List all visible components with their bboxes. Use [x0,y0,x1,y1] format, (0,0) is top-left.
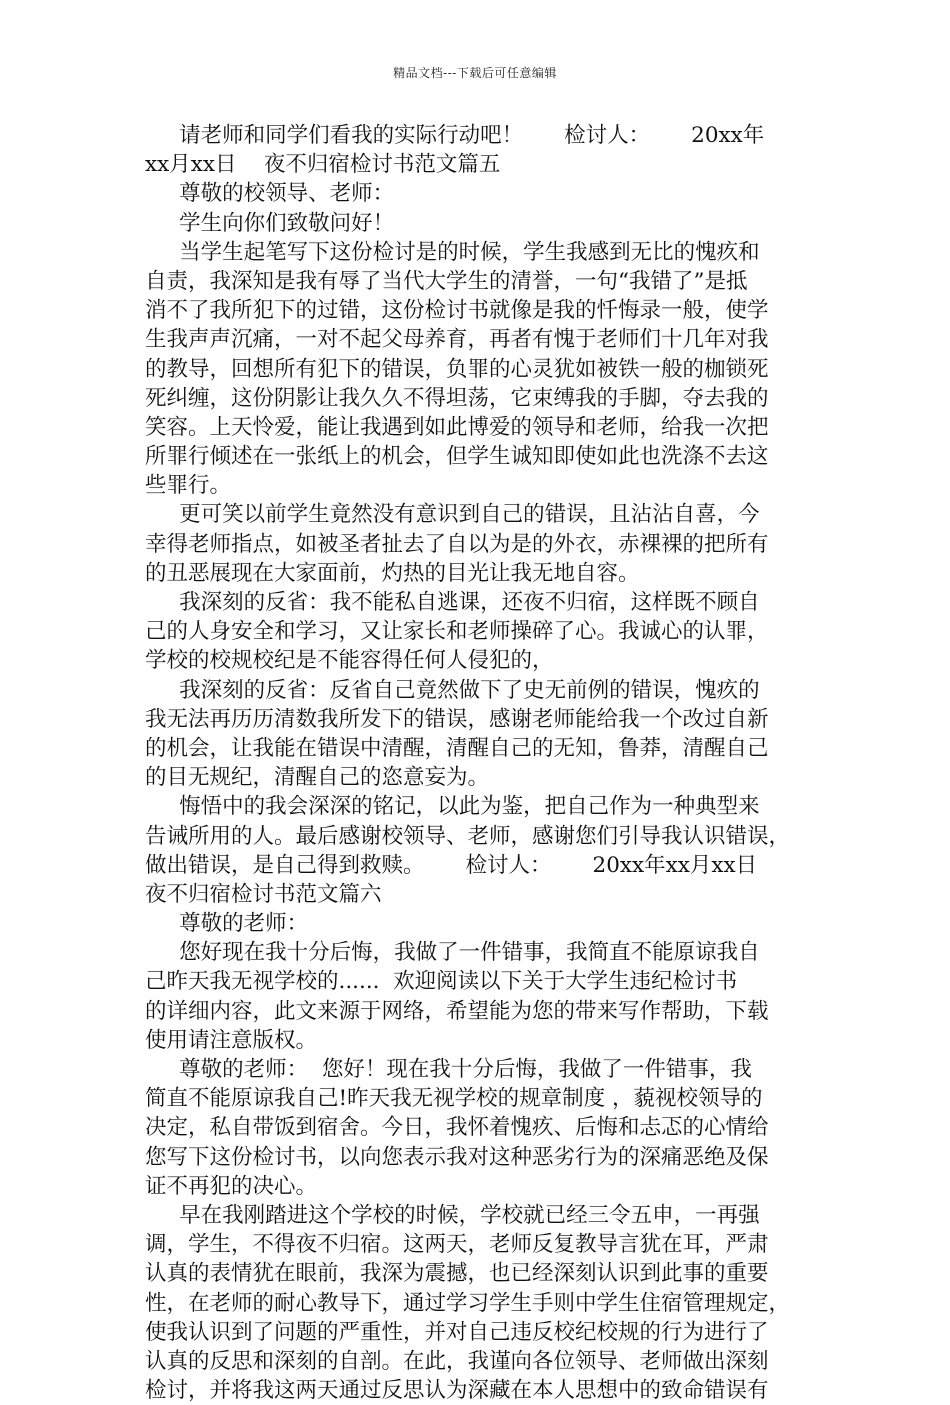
text-line: 告诫所用的人。最后感谢校领导、老师，感谢您们引导我认识错误， [145,823,791,849]
text-line: xx月xx日 夜不归宿检讨书范文篇五 [145,152,501,178]
text-line: 认真的反思和深刻的自剖。在此，我谨向各位领导、老师做出深刻 [145,1348,769,1374]
text-line: 己昨天我无视学校的...... 欢迎阅读以下关于大学生违纪检讨书 [145,969,738,995]
text-line: 尊敬的老师： 您好！现在我十分后悔，我做了一件错事，我 [145,1057,752,1082]
text-line: 死纠缠，这份阴影让我久久不得坦荡，它束缚我的手脚，夺去我的 [145,385,769,411]
text-line: 悔悟中的我会深深的铭记，以此为鉴，把自己作为一种典型来 [145,794,760,820]
text-line: 的教导，回想所有犯下的错误，负罪的心灵犹如被铁一般的枷锁死 [145,356,769,382]
text-line: 早在我刚踏进这个学校的时候，学校就已经三令五申，一再强 [145,1202,760,1228]
text-line: 使用请注意版权。 [145,1027,318,1053]
text-line: 决定，私自带饭到宿舍。今日，我怀着愧疚、后悔和忐忑的心情给 [145,1115,769,1141]
text-line: 己的人身安全和学习，又让家长和老师操碎了心。我诚心的认罪， [145,619,769,645]
text-line: 学生向你们致敬问好！ [145,210,395,236]
text-line: 更可笑以前学生竟然没有意识到自己的错误，且沾沾自喜，今 [145,502,760,528]
text-line: 尊敬的校领导、老师： [145,181,395,207]
text-line: 您好现在我十分后悔，我做了一件错事，我简直不能原谅我自 [145,940,760,966]
page-header: 精品文档---下载后可任意编辑 [393,66,557,80]
text-line: 我无法再历历清数我所发下的错误，感谢老师能给我一个改过自新 [145,706,769,732]
text-line: 笑容。上天怜爱，能让我遇到如此博爱的领导和老师，给我一次把 [145,414,769,440]
text-line: 自责，我深知是我有辱了当代大学生的清誉，一句“我错了”是抵 [145,268,748,294]
text-line: 的丑恶展现在大家面前，灼热的目光让我无地自容。 [145,560,640,586]
text-line: 些罪行。 [145,473,232,499]
text-line: 当学生起笔写下这份检讨是的时候，学生我感到无比的愧疚和 [145,239,760,265]
text-line: 我深刻的反省：我不能私自逃课，还夜不归宿，这样既不顾自 [145,590,760,615]
text-line: 做出错误，是自己得到救赎。 检讨人： 20xx年xx月xx日 [145,852,758,878]
text-line: 幸得老师指点，如被圣者扯去了自以为是的外衣，赤裸裸的把所有 [145,531,769,557]
text-line: 的详细内容，此文来源于网络，希望能为您的带来写作帮助，下载 [145,998,769,1024]
text-line: 尊敬的老师： [145,911,309,937]
text-line: 的机会，让我能在错误中清醒，清醒自己的无知，鲁莽，清醒自己 [145,735,769,761]
text-line: 认真的表情犹在眼前，我深为震撼，也已经深刻认识到此事的重要 [145,1261,769,1287]
text-line: 我深刻的反省：反省自己竟然做下了史无前例的错误，愧疚的 [145,677,760,703]
text-line: 消不了我所犯下的过错，这份检讨书就像是我的忏悔录一般，使学 [145,298,769,324]
text-line: 所罪行倾述在一张纸上的机会，但学生诚知即使如此也洗涤不去这 [145,444,769,470]
text-line: 生我声声沉痛，一对不起父母养育，再者有愧于老师们十几年对我 [145,327,769,353]
text-line: 使我认识到了问题的严重性，并对自己违反校纪校规的行为进行了 [145,1319,769,1345]
text-line: 夜不归宿检讨书范文篇六 [145,881,382,907]
text-line: 您写下这份检讨书，以向您表示我对这种恶劣行为的深痛恶绝及保 [145,1144,769,1170]
text-line: 调，学生，不得夜不归宿。这两天，老师反复教导言犹在耳，严肃 [145,1232,769,1258]
text-line: 性，在老师的耐心教导下，通过学习学生手则中学生住宿管理规定， [145,1290,791,1316]
text-line: 的目无规纪，清醒自己的恣意妄为。 [145,765,490,791]
text-line: 检讨，并将我这两天通过反思认为深藏在本人思想中的致命错误有 [145,1378,769,1404]
text-line: 证不再犯的决心。 [145,1173,318,1199]
document-body [145,121,813,1405]
text-line: 学校的校规校纪是不能容得任何人侵犯的， [145,648,554,674]
text-line: 请老师和同学们看我的实际行动吧！ 检讨人： 20xx年 [145,123,765,148]
text-line: 简直不能原谅我自己!昨天我无视学校的规章制度 ，藐视校领导的 [145,1086,763,1112]
